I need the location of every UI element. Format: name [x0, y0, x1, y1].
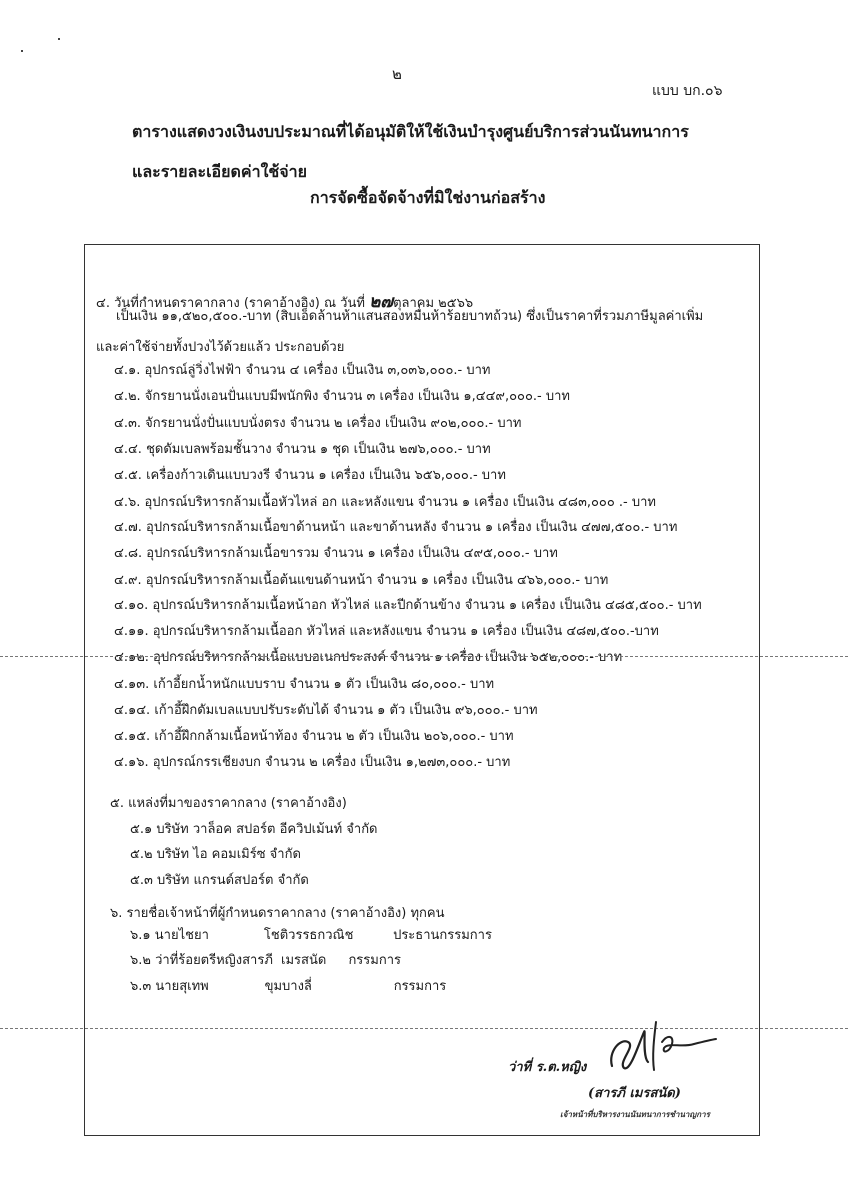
scan-speck — [21, 50, 23, 52]
officer-surname: โชติวรรธกวณิช — [263, 928, 354, 943]
signer-rank: ว่าที่ ร.ต.หญิง — [508, 1060, 587, 1075]
document-title-line3: การจัดซื้อจัดจ้างที่มิใช่งานก่อสร้าง — [310, 188, 546, 207]
budget-item: ๔.๑๐. อุปกรณ์บริหารกล้ามเนื้อหน้าอก หัวไหล่ และปีกด้านข้าง จำนวน ๑ เครื่อง เป็นเงิน ๔๘๕,๕๐๐.- บาท — [114, 598, 702, 613]
section5-heading: ๕. แหล่งที่มาของราคากลาง (ราคาอ้างอิง) — [110, 796, 347, 811]
scan-speck — [58, 38, 60, 40]
fold-line — [0, 1028, 848, 1029]
form-code: แบบ บก.๐๖ — [652, 83, 723, 99]
section4-amount: เป็นเงิน ๑๑,๕๒๐,๕๐๐.-บาท (สิบเอ็ดล้านห้าแสนสองหมื่นห้าร้อยบาทถ้วน) ซึ่งเป็นราคาที่รวมภาษีมูลค่าเพิ่ม — [116, 309, 704, 324]
page-number: ๒ — [392, 65, 402, 83]
budget-item: ๔.๑๖. อุปกรณ์กรรเชียงบก จำนวน ๒ เครื่อง เป็นเงิน ๑,๒๗๓,๐๐๐.- บาท — [114, 755, 511, 770]
budget-item: ๔.๘. อุปกรณ์บริหารกล้ามเนื้อขารวม จำนวน ๑ เครื่อง เป็นเงิน ๔๙๕,๐๐๐.- บาท — [114, 546, 558, 561]
officer-surname: เมรสนัด — [281, 953, 327, 968]
officer-row — [130, 924, 492, 945]
fold-line — [0, 656, 848, 657]
officer-row — [130, 949, 401, 970]
budget-item: ๔.๕. เครื่องก้าวเดินแบบวงรี จำนวน ๑ เครื่อง เป็นเงิน ๖๕๖,๐๐๐.- บาท — [114, 468, 506, 483]
section4-amount-cont: และค่าใช้จ่ายทั้งปวงไว้ด้วยแล้ว ประกอบด้วย — [96, 340, 345, 355]
budget-item: ๔.๑๑. อุปกรณ์บริหารกล้ามเนื้ออก หัวไหล่ และหลังแขน จำนวน ๑ เครื่อง เป็นเงิน ๔๘๗,๕๐๐.-บาท — [114, 624, 659, 639]
signer-position: เจ้าหน้าที่บริหารงานนันทนาการชำนาญการ — [560, 1109, 710, 1119]
price-source: ๕.๒ บริษัท ไอ คอมเมิร์ซ จำกัด — [130, 847, 301, 862]
budget-item: ๔.๑๓. เก้าอี้ยกน้ำหนักแบบราบ จำนวน ๑ ตัว เป็นเงิน ๘๐,๐๐๐.- บาท — [114, 677, 495, 692]
budget-item: ๔.๖. อุปกรณ์บริหารกล้ามเนื้อหัวไหล่ อก และหลังแขน จำนวน ๑ เครื่อง เป็นเงิน ๔๘๓,๐๐๐ .- บาท — [114, 495, 656, 510]
price-source: ๕.๓ บริษัท แกรนด์สปอร์ต จำกัด — [130, 873, 309, 888]
officer-no: ๖.๒ — [130, 953, 151, 968]
officer-name: นายสุเทพ — [155, 979, 209, 994]
budget-item: ๔.๓. จักรยานนั่งปั่นแบบนั่งตรง จำนวน ๒ เครื่อง เป็นเงิน ๙๐๒,๐๐๐.- บาท — [114, 416, 522, 431]
section4-intro-suffix: ตุลาคม ๒๕๖๖ — [393, 296, 474, 311]
budget-item: ๔.๒. จักรยานนั่งเอนปั่นแบบมีพนักพิง จำนวน ๓ เครื่อง เป็นเงิน ๑,๔๔๙,๐๐๐.- บาท — [114, 389, 570, 404]
section6-heading: ๖. รายชื่อเจ้าหน้าที่ผู้กำหนดราคากลาง (ราคาอ้างอิง) ทุกคน — [110, 906, 445, 921]
officer-no: ๖.๑ — [130, 928, 151, 943]
officer-name: ว่าที่ร้อยตรีหญิงสารภี — [155, 953, 273, 968]
officer-no: ๖.๓ — [130, 979, 152, 994]
budget-item: ๔.๔. ชุดดัมเบลพร้อมชั้นวาง จำนวน ๑ ชุด เป็นเงิน ๒๗๖,๐๐๐.- บาท — [114, 442, 491, 457]
section4-intro-prefix: ๔. วันที่กำหนดราคากลาง (ราคาอ้างอิง) ณ วันที่ — [96, 296, 365, 311]
handwritten-signature — [598, 1012, 718, 1076]
document-title-line1: ตารางแสดงวงเงินงบประมาณที่ได้อนุมัติให้ใช้เงินบำรุงศูนย์บริการส่วนนันทนาการ — [132, 122, 689, 141]
budget-item: ๔.๑๕. เก้าอี้ฝึกกล้ามเนื้อหน้าท้อง จำนวน ๒ ตัว เป็นเงิน ๒๐๖,๐๐๐.- บาท — [114, 729, 514, 744]
budget-item: ๔.๑. อุปกรณ์ลู่วิ่งไฟฟ้า จำนวน ๔ เครื่อง เป็นเงิน ๓,๐๓๖,๐๐๐.- บาท — [114, 363, 491, 378]
price-source: ๕.๑ บริษัท วาล็อค สปอร์ต อีควิปเม้นท์ จำกัด — [130, 822, 378, 837]
document-title-line2: และรายละเอียดค่าใช้จ่าย — [132, 162, 307, 181]
officer-role: กรรมการ — [393, 979, 447, 994]
officer-name: นายไชยา — [154, 928, 209, 943]
budget-item: ๔.๗. อุปกรณ์บริหารกล้ามเนื้อขาด้านหน้า และขาด้านหลัง จำนวน ๑ เครื่อง เป็นเงิน ๔๗๗,๕๐๐.- บาท — [114, 520, 678, 535]
handwritten-day: ๒๗ — [369, 292, 394, 312]
budget-item: ๔.๙. อุปกรณ์บริหารกล้ามเนื้อต้นแขนด้านหน้า จำนวน ๑ เครื่อง เป็นเงิน ๔๖๖,๐๐๐.- บาท — [114, 573, 609, 588]
officer-row — [130, 975, 446, 996]
budget-item: ๔.๑๒. อุปกรณ์บริหารกล้ามเนื้อแบบอเนกประสงค์ จำนวน ๑ เครื่อง เป็นเงิน ๖๕๒,๐๐๐.- บาท — [114, 650, 623, 665]
officer-role: กรรมการ — [348, 953, 401, 968]
budget-item: ๔.๑๔. เก้าอี้ฝึกดัมเบลแบบปรับระดับได้ จำนวน ๑ ตัว เป็นเงิน ๙๖,๐๐๐.- บาท — [114, 703, 538, 718]
signer-name: (สารภี เมรสนัด) — [588, 1086, 681, 1101]
officer-surname: ขุมบางลี่ — [264, 979, 312, 994]
officer-role: ประธานกรรมการ — [393, 928, 492, 943]
